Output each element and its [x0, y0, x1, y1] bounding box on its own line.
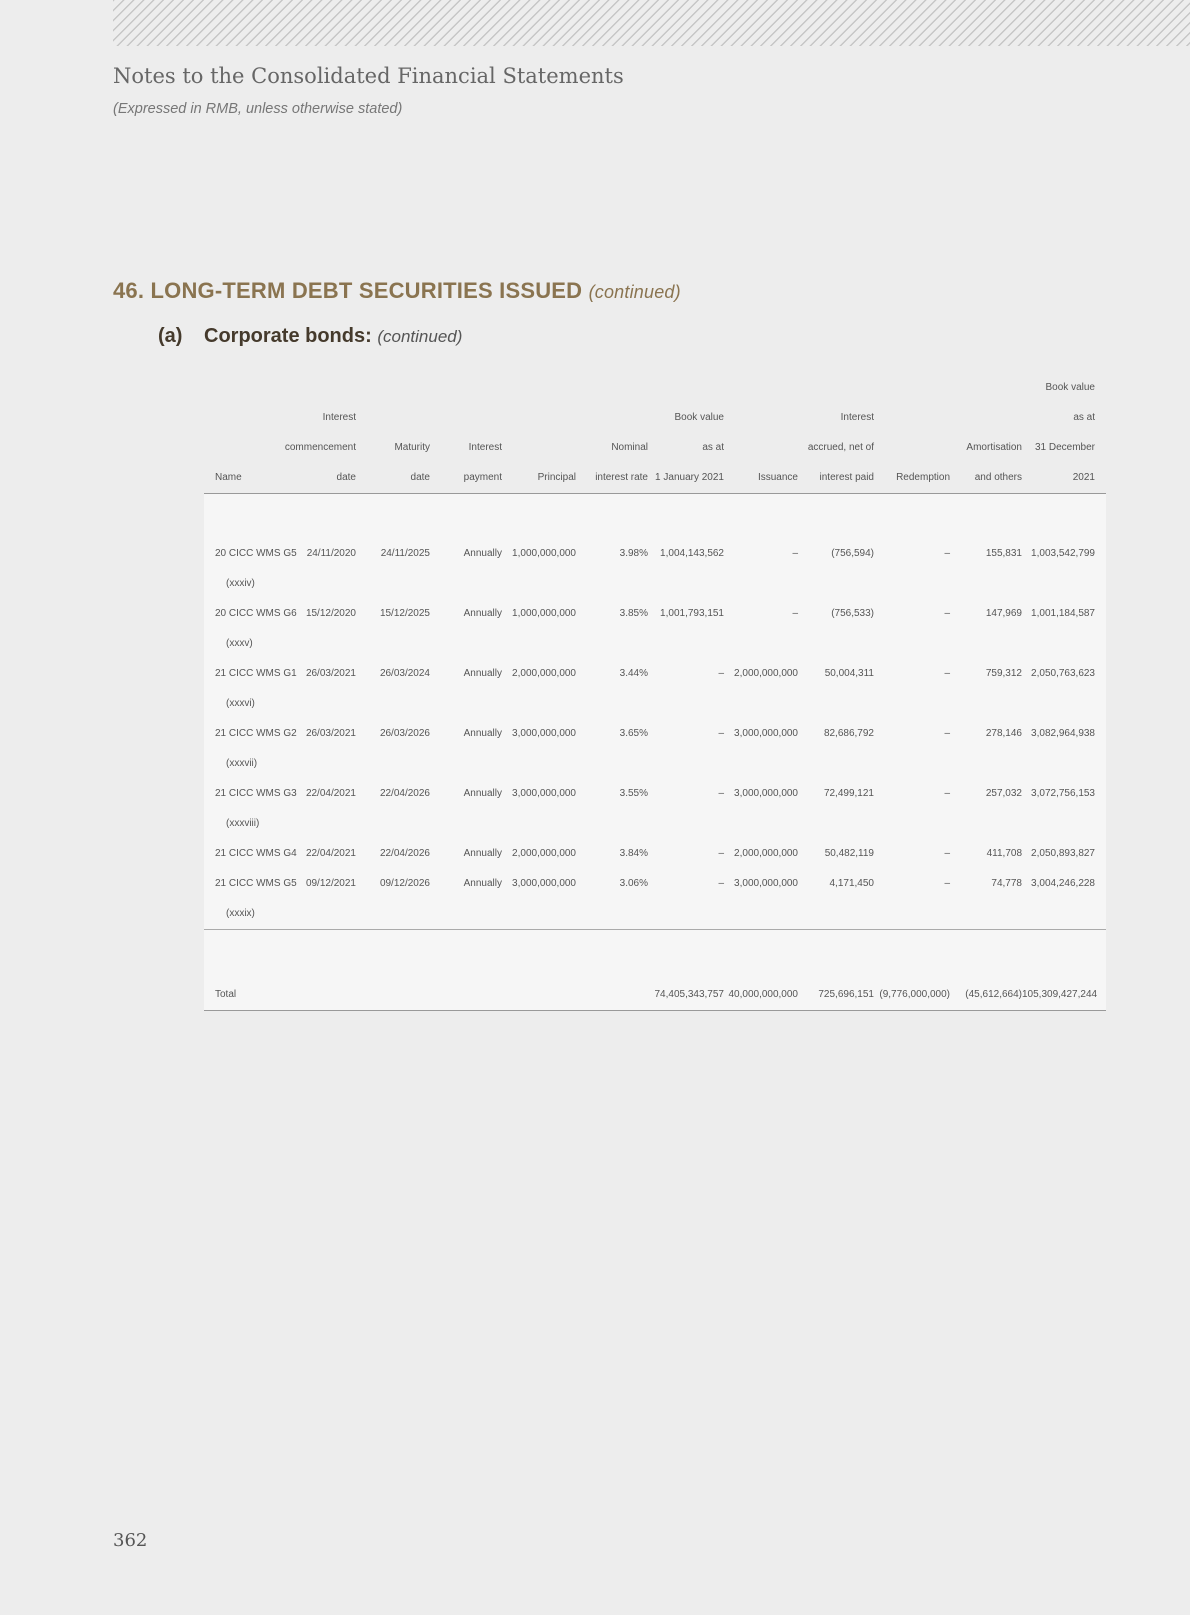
empty-cell	[282, 809, 356, 839]
cell-interest-accrued: 82,686,792	[798, 719, 874, 749]
cell-name: 21 CICC WMS G4	[204, 839, 282, 869]
cell-redemption: –	[874, 659, 950, 689]
cell-maturity-date: 09/12/2026	[356, 869, 430, 899]
empty-cell	[724, 809, 798, 839]
cell-amortisation: 155,831	[950, 539, 1022, 569]
cell-interest-payment: Annually	[430, 659, 502, 689]
empty-cell	[430, 899, 502, 930]
cell-name: 20 CICC WMS G6	[204, 599, 282, 629]
empty-cell	[724, 899, 798, 930]
empty-cell	[950, 689, 1022, 719]
spacer-cell	[798, 494, 874, 540]
header-cell-issuance	[724, 403, 798, 433]
empty-cell	[576, 629, 650, 659]
cell-book-value-1-jan-2021: –	[650, 659, 724, 689]
cell-book-value-31-dec-2021: 2,050,893,827	[1022, 839, 1106, 869]
cell-interest-accrued: 72,499,121	[798, 779, 874, 809]
table-row-note	[204, 749, 1106, 779]
header-cell-redemption	[874, 373, 950, 403]
empty-cell	[430, 809, 502, 839]
empty-cell	[356, 899, 430, 930]
cell-book-value-1-jan-2021: 1,004,143,562	[650, 539, 724, 569]
empty-cell	[650, 629, 724, 659]
empty-cell	[724, 629, 798, 659]
spacer-cell	[950, 494, 1022, 540]
empty-cell	[356, 629, 430, 659]
header-cell-nominal-interest-rate	[576, 373, 650, 403]
spacer-cell	[502, 494, 576, 540]
empty-cell	[950, 809, 1022, 839]
empty-cell	[356, 749, 430, 779]
header-cell-book-value-31-dec-2021: Book value	[1045, 382, 1095, 393]
empty-cell	[650, 809, 724, 839]
page-number: 362	[113, 1530, 148, 1551]
header-cell-issuance: Issuance	[724, 463, 798, 494]
cell-maturity-date: 24/11/2025	[356, 539, 430, 569]
spacer-cell	[356, 494, 430, 540]
spacer-row	[204, 494, 1106, 540]
spacer-cell	[576, 930, 650, 981]
table-row	[204, 539, 1106, 569]
table-row	[204, 659, 1106, 689]
spacer-cell	[950, 930, 1022, 981]
empty-cell	[798, 689, 874, 719]
total-book-value-31-dec-2021: 105,309,427,244	[1022, 980, 1106, 1011]
total-amortisation: (45,612,664)	[950, 980, 1022, 1011]
cell-redemption: –	[874, 839, 950, 869]
header-cell-interest-payment: payment	[430, 463, 502, 494]
cell-interest-payment: Annually	[430, 599, 502, 629]
table-row-note	[204, 629, 1106, 659]
header-cell-nominal-interest-rate: Nominal	[611, 442, 648, 453]
table-row-note	[204, 809, 1106, 839]
cell-issuance: 3,000,000,000	[724, 869, 798, 899]
header-cell-principal	[502, 433, 576, 463]
spacer-cell	[282, 930, 356, 981]
empty-cell	[1022, 749, 1106, 779]
cell-interest-commencement-date: 22/04/2021	[282, 779, 356, 809]
table-row-note	[204, 689, 1106, 719]
empty-cell	[798, 569, 874, 599]
total-redemption: (9,776,000,000)	[874, 980, 950, 1011]
spacer-cell	[204, 494, 282, 540]
subsection-number: (a)	[158, 325, 183, 347]
table-header-row	[204, 433, 1106, 463]
table-header-row	[204, 373, 1106, 403]
empty-cell	[430, 980, 502, 1011]
spacer-cell	[430, 494, 502, 540]
cell-interest-commencement-date: 26/03/2021	[282, 659, 356, 689]
section-continued: (continued)	[588, 282, 681, 302]
header-cell-interest-accrued	[798, 373, 874, 403]
cell-interest-payment: Annually	[430, 869, 502, 899]
header-cell-name	[204, 433, 282, 463]
header-cell-principal: Principal	[502, 463, 576, 494]
header-cell-book-value-1-jan-2021: as at	[702, 442, 724, 453]
header-cell-nominal-interest-rate	[576, 403, 650, 433]
header-cell-redemption: Redemption	[874, 463, 950, 494]
table-row	[204, 599, 1106, 629]
empty-cell	[950, 629, 1022, 659]
cell-interest-payment: Annually	[430, 839, 502, 869]
cell-redemption: –	[874, 599, 950, 629]
cell-principal: 2,000,000,000	[502, 659, 576, 689]
spacer-cell	[430, 930, 502, 981]
cell-principal: 1,000,000,000	[502, 599, 576, 629]
header-cell-amortisation	[950, 403, 1022, 433]
subsection-continued: (continued)	[377, 327, 463, 346]
empty-cell	[502, 689, 576, 719]
header-cell-principal	[502, 373, 576, 403]
empty-cell	[282, 629, 356, 659]
empty-cell	[1022, 809, 1106, 839]
bond-note-reference: (xxxiv)	[204, 569, 282, 599]
empty-cell	[430, 749, 502, 779]
empty-cell	[502, 899, 576, 930]
cell-interest-commencement-date: 15/12/2020	[282, 599, 356, 629]
bond-note-reference: (xxxviii)	[204, 809, 282, 839]
spacer-cell	[576, 494, 650, 540]
total-row	[204, 980, 1106, 1011]
corporate-bonds-table-container	[204, 373, 1106, 1011]
empty-cell	[356, 689, 430, 719]
empty-cell	[950, 899, 1022, 930]
cell-maturity-date: 22/04/2026	[356, 779, 430, 809]
header-cell-interest-commencement-date: Interest	[322, 412, 356, 423]
empty-cell	[950, 569, 1022, 599]
spacer-row	[204, 930, 1106, 981]
header-cell-name	[204, 403, 282, 433]
header-cell-nominal-interest-rate: interest rate	[576, 463, 650, 494]
spacer-cell	[724, 930, 798, 981]
cell-name: 20 CICC WMS G5	[204, 539, 282, 569]
empty-cell	[576, 689, 650, 719]
header-cell-book-value-31-dec-2021: 31 December	[1034, 442, 1095, 453]
empty-cell	[874, 749, 950, 779]
cell-amortisation: 411,708	[950, 839, 1022, 869]
empty-cell	[650, 899, 724, 930]
table-row	[204, 779, 1106, 809]
total-book-value-1-jan-2021: 74,405,343,757	[650, 980, 724, 1011]
cell-principal: 3,000,000,000	[502, 719, 576, 749]
header-cell-redemption	[874, 403, 950, 433]
bond-note-reference: (xxxvi)	[204, 689, 282, 719]
header-cell-interest-accrued: Interest	[840, 412, 874, 423]
spacer-cell	[798, 930, 874, 981]
cell-issuance: 2,000,000,000	[724, 659, 798, 689]
spacer-cell	[502, 930, 576, 981]
bond-note-reference: (xxxv)	[204, 629, 282, 659]
header-cell-maturity-date: date	[356, 463, 430, 494]
subsection-heading	[158, 325, 462, 348]
header-cell-interest-accrued: accrued, net of	[807, 442, 874, 453]
empty-cell	[874, 629, 950, 659]
spacer-cell	[282, 494, 356, 540]
spacer-cell	[724, 494, 798, 540]
empty-cell	[1022, 689, 1106, 719]
cell-book-value-31-dec-2021: 1,001,184,587	[1022, 599, 1106, 629]
section-heading	[113, 278, 681, 304]
cell-principal: 3,000,000,000	[502, 779, 576, 809]
header-cell-book-value-1-jan-2021: Book value	[674, 412, 724, 423]
table-header-row	[204, 463, 1106, 494]
cell-interest-accrued: (756,533)	[798, 599, 874, 629]
empty-cell	[430, 569, 502, 599]
empty-cell	[1022, 899, 1106, 930]
cell-name: 21 CICC WMS G1	[204, 659, 282, 689]
header-cell-principal	[502, 403, 576, 433]
header-hatch-band	[113, 0, 1190, 46]
cell-principal: 2,000,000,000	[502, 839, 576, 869]
header-cell-interest-commencement-date: date	[282, 463, 356, 494]
cell-issuance: 2,000,000,000	[724, 839, 798, 869]
cell-nominal-interest-rate: 3.98%	[576, 539, 650, 569]
empty-cell	[356, 980, 430, 1011]
cell-issuance: –	[724, 599, 798, 629]
table-row	[204, 869, 1106, 899]
bond-note-reference: (xxxvii)	[204, 749, 282, 779]
cell-book-value-1-jan-2021: –	[650, 839, 724, 869]
cell-interest-accrued: (756,594)	[798, 539, 874, 569]
cell-name: 21 CICC WMS G3	[204, 779, 282, 809]
header-cell-interest-commencement-date	[282, 373, 356, 403]
empty-cell	[798, 629, 874, 659]
cell-name: 21 CICC WMS G5	[204, 869, 282, 899]
empty-cell	[724, 749, 798, 779]
running-title: Notes to the Consolidated Financial Statements	[113, 64, 624, 88]
total-issuance: 40,000,000,000	[724, 980, 798, 1011]
empty-cell	[502, 980, 576, 1011]
empty-cell	[874, 689, 950, 719]
empty-cell	[576, 809, 650, 839]
header-cell-maturity-date	[356, 373, 430, 403]
cell-maturity-date: 26/03/2026	[356, 719, 430, 749]
cell-book-value-31-dec-2021: 2,050,763,623	[1022, 659, 1106, 689]
header-cell-issuance	[724, 373, 798, 403]
empty-cell	[576, 980, 650, 1011]
cell-nominal-interest-rate: 3.84%	[576, 839, 650, 869]
cell-nominal-interest-rate: 3.65%	[576, 719, 650, 749]
cell-redemption: –	[874, 539, 950, 569]
empty-cell	[724, 689, 798, 719]
bond-note-reference: (xxxix)	[204, 899, 282, 930]
table-header-row	[204, 403, 1106, 433]
cell-issuance: –	[724, 539, 798, 569]
cell-book-value-31-dec-2021: 3,004,246,228	[1022, 869, 1106, 899]
table-row	[204, 719, 1106, 749]
cell-book-value-1-jan-2021: 1,001,793,151	[650, 599, 724, 629]
cell-maturity-date: 22/04/2026	[356, 839, 430, 869]
empty-cell	[798, 749, 874, 779]
total-label: Total	[204, 980, 282, 1011]
table-row	[204, 839, 1106, 869]
header-cell-interest-commencement-date: commencement	[284, 442, 356, 453]
empty-cell	[430, 689, 502, 719]
spacer-cell	[650, 494, 724, 540]
cell-principal: 3,000,000,000	[502, 869, 576, 899]
cell-nominal-interest-rate: 3.55%	[576, 779, 650, 809]
cell-nominal-interest-rate: 3.06%	[576, 869, 650, 899]
empty-cell	[356, 569, 430, 599]
header-cell-interest-accrued: interest paid	[798, 463, 874, 494]
cell-amortisation: 74,778	[950, 869, 1022, 899]
cell-issuance: 3,000,000,000	[724, 719, 798, 749]
header-cell-name: Name	[204, 463, 282, 494]
cell-interest-payment: Annually	[430, 779, 502, 809]
cell-interest-commencement-date: 09/12/2021	[282, 869, 356, 899]
header-cell-amortisation: and others	[950, 463, 1022, 494]
cell-nominal-interest-rate: 3.44%	[576, 659, 650, 689]
empty-cell	[502, 629, 576, 659]
header-cell-redemption	[874, 433, 950, 463]
empty-cell	[282, 749, 356, 779]
empty-cell	[1022, 569, 1106, 599]
spacer-cell	[356, 930, 430, 981]
empty-cell	[650, 569, 724, 599]
empty-cell	[576, 899, 650, 930]
empty-cell	[576, 569, 650, 599]
cell-interest-payment: Annually	[430, 719, 502, 749]
header-cell-maturity-date: Maturity	[394, 442, 430, 453]
header-cell-amortisation: Amortisation	[966, 442, 1022, 453]
cell-issuance: 3,000,000,000	[724, 779, 798, 809]
cell-maturity-date: 15/12/2025	[356, 599, 430, 629]
cell-amortisation: 759,312	[950, 659, 1022, 689]
empty-cell	[874, 809, 950, 839]
spacer-cell	[874, 494, 950, 540]
empty-cell	[874, 899, 950, 930]
cell-interest-commencement-date: 26/03/2021	[282, 719, 356, 749]
header-cell-book-value-31-dec-2021: as at	[1073, 412, 1095, 423]
empty-cell	[576, 749, 650, 779]
header-cell-interest-payment: Interest	[468, 442, 502, 453]
cell-principal: 1,000,000,000	[502, 539, 576, 569]
cell-interest-accrued: 50,004,311	[798, 659, 874, 689]
section-title: LONG-TERM DEBT SECURITIES ISSUED	[150, 278, 583, 303]
cell-book-value-1-jan-2021: –	[650, 869, 724, 899]
cell-book-value-1-jan-2021: –	[650, 719, 724, 749]
cell-interest-payment: Annually	[430, 539, 502, 569]
spacer-cell	[204, 930, 282, 981]
total-interest-accrued: 725,696,151	[798, 980, 874, 1011]
cell-nominal-interest-rate: 3.85%	[576, 599, 650, 629]
empty-cell	[950, 749, 1022, 779]
header-cell-maturity-date	[356, 403, 430, 433]
cell-interest-accrued: 50,482,119	[798, 839, 874, 869]
cell-amortisation: 278,146	[950, 719, 1022, 749]
empty-cell	[724, 569, 798, 599]
empty-cell	[282, 980, 356, 1011]
cell-maturity-date: 26/03/2024	[356, 659, 430, 689]
empty-cell	[502, 809, 576, 839]
empty-cell	[282, 569, 356, 599]
empty-cell	[874, 569, 950, 599]
empty-cell	[502, 749, 576, 779]
empty-cell	[650, 749, 724, 779]
empty-cell	[1022, 629, 1106, 659]
header-cell-book-value-31-dec-2021: 2021	[1022, 463, 1106, 494]
section-number: 46.	[113, 278, 145, 303]
empty-cell	[282, 689, 356, 719]
cell-amortisation: 147,969	[950, 599, 1022, 629]
cell-interest-accrued: 4,171,450	[798, 869, 874, 899]
subsection-title: Corporate bonds:	[204, 325, 372, 347]
empty-cell	[282, 899, 356, 930]
table-row-note	[204, 899, 1106, 930]
header-cell-interest-payment	[430, 403, 502, 433]
header-cell-amortisation	[950, 373, 1022, 403]
empty-cell	[502, 569, 576, 599]
cell-interest-commencement-date: 22/04/2021	[282, 839, 356, 869]
cell-name: 21 CICC WMS G2	[204, 719, 282, 749]
header-cell-book-value-1-jan-2021: 1 January 2021	[650, 463, 724, 494]
spacer-cell	[650, 930, 724, 981]
empty-cell	[798, 809, 874, 839]
empty-cell	[798, 899, 874, 930]
cell-amortisation: 257,032	[950, 779, 1022, 809]
running-subtitle: (Expressed in RMB, unless otherwise stated)	[113, 101, 403, 117]
empty-cell	[650, 689, 724, 719]
cell-redemption: –	[874, 869, 950, 899]
header-cell-book-value-1-jan-2021	[650, 373, 724, 403]
header-cell-interest-payment	[430, 373, 502, 403]
table-row-note	[204, 569, 1106, 599]
spacer-cell	[874, 930, 950, 981]
cell-book-value-31-dec-2021: 1,003,542,799	[1022, 539, 1106, 569]
header-cell-name	[204, 373, 282, 403]
cell-interest-commencement-date: 24/11/2020	[282, 539, 356, 569]
cell-book-value-1-jan-2021: –	[650, 779, 724, 809]
cell-book-value-31-dec-2021: 3,082,964,938	[1022, 719, 1106, 749]
cell-redemption: –	[874, 719, 950, 749]
cell-redemption: –	[874, 779, 950, 809]
empty-cell	[430, 629, 502, 659]
cell-book-value-31-dec-2021: 3,072,756,153	[1022, 779, 1106, 809]
spacer-cell	[1022, 930, 1106, 981]
empty-cell	[356, 809, 430, 839]
corporate-bonds-table	[204, 373, 1106, 1011]
spacer-cell	[1022, 494, 1106, 540]
header-cell-issuance	[724, 433, 798, 463]
